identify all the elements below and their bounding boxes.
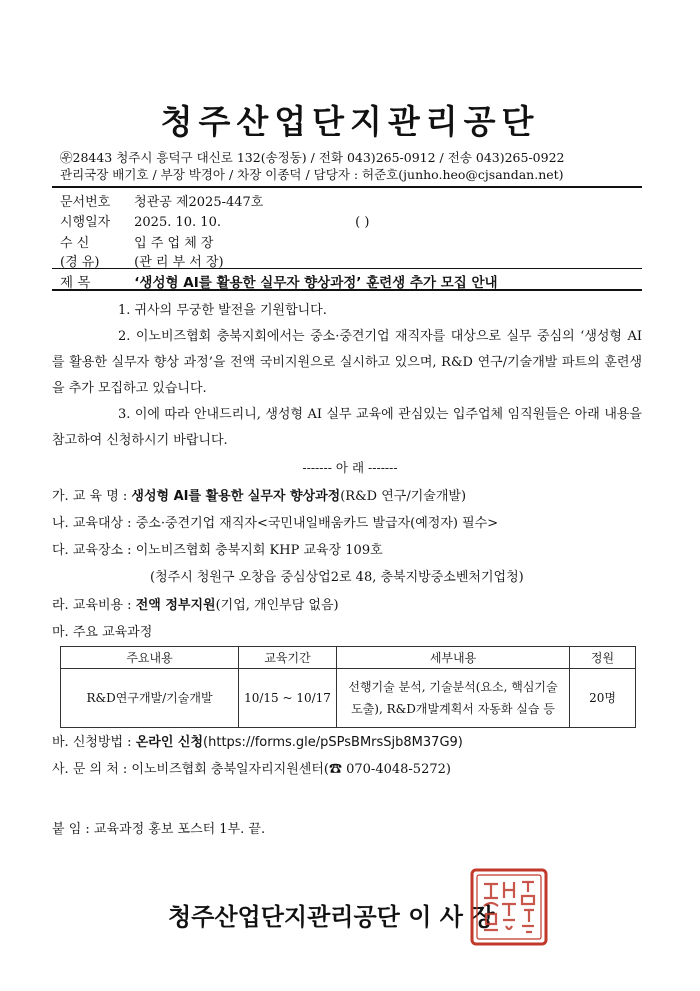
- table-row: [61, 669, 636, 728]
- doc-number-label: 문서번호: [60, 195, 111, 210]
- recipient-label: 수 신: [60, 236, 90, 251]
- contact-line: 관리국장 배기호 / 부장 박경아 / 차장 이종덕 / 담당자 : 허준호(junho.heo@cjsandan.net): [60, 167, 564, 182]
- detail-line: 선행기술 분석, 기술분석(요소, 핵심기술: [348, 680, 558, 694]
- col-header: 세부내용: [337, 647, 570, 669]
- course-name: 생성형 AI를 활용한 실무자 향상과정: [131, 489, 341, 504]
- subject-label: 제 목: [60, 275, 91, 291]
- subject-row: [60, 271, 498, 291]
- signature: 청주산업단지관리공단 이 사 장: [168, 903, 495, 931]
- attachment: 붙 임 : 교육과정 홍보 포스터 1부. 끝.: [52, 822, 266, 837]
- item-apply: [52, 731, 463, 750]
- course-table: [60, 646, 636, 728]
- cell-capacity: 20명: [570, 669, 636, 728]
- doc-number-row: [60, 191, 263, 210]
- date-label: 시행일자: [60, 215, 111, 230]
- item-label: 라. 교육비용 :: [52, 598, 136, 613]
- via: (관 리 부 서 장): [134, 255, 224, 270]
- subject: ‘생성형 AI를 활용한 실무자 향상과정’ 훈련생 추가 모집 안내: [134, 275, 498, 291]
- cell-content: R&D연구개발/기술개발: [61, 669, 239, 728]
- org-title: 청주산업단지관리공단: [160, 102, 540, 141]
- item-label: 가. 교 육 명 :: [52, 489, 132, 504]
- address-line: ㉾28443 청주시 흥덕구 대신로 132(송정동) / 전화 043)265-0912 / 전송 043)265-0922: [60, 150, 565, 165]
- apply-link[interactable]: (https://forms.gle/pSPsBMrsSjb8M37G9): [203, 735, 463, 750]
- divider: [52, 289, 642, 291]
- cost-note: (기업, 개인부담 없음): [215, 598, 339, 613]
- item-cost: [52, 594, 339, 613]
- via-label: (경 유): [60, 255, 100, 270]
- recipient-row: [60, 232, 213, 251]
- paragraph-3: 3. 이에 따라 안내드리니, 생성형 AI 실무 교육에 관심있는 입주업체 임직원들은 아래 내용을 참고하여 신청하시기 바랍니다.: [52, 407, 642, 448]
- address-block: [60, 149, 565, 183]
- col-header: 정원: [570, 647, 636, 669]
- item-label: 바. 신청방법 :: [52, 735, 136, 750]
- recipient: 입 주 업 체 장: [134, 236, 214, 251]
- item-courses: 마. 주요 교육과정: [52, 625, 153, 640]
- below-marker: ------- 아 래 -------: [302, 460, 398, 475]
- date-value: 2025. 10. 10.: [134, 215, 221, 230]
- table-header-row: [61, 647, 636, 669]
- divider: [52, 268, 642, 269]
- item-target: 나. 교육대상 : 중소·중견기업 재직자<국민내일배움카드 발급자(예정자) 필수>: [52, 516, 499, 531]
- paragraph-1: 1. 귀사의 무궁한 발전을 기원합니다.: [118, 303, 327, 318]
- course-part: (R&D 연구/기술개발): [340, 489, 467, 504]
- cost-value: 전액 정부지원: [135, 598, 216, 613]
- date-paren: ( ): [355, 215, 370, 230]
- col-header: 주요내용: [61, 647, 239, 669]
- official-seal-icon: [470, 868, 548, 946]
- item-contact: 사. 문 의 처 : 이노비즈협회 충북일자리지원센터(☎ 070-4048-5272): [52, 762, 451, 777]
- date-row: [60, 211, 369, 230]
- cell-detail: [337, 669, 570, 728]
- doc-number: 청관공 제2025-447호: [134, 195, 264, 210]
- col-header: 교육기간: [239, 647, 337, 669]
- item-location: 다. 교육장소 : 이노비즈협회 충북지회 KHP 교육장 109호: [52, 543, 383, 558]
- apply-method: 온라인 신청: [135, 735, 204, 750]
- item-location-address: (청주시 청원구 오창읍 중심상업2로 48, 충북지방중소벤처기업청): [150, 570, 524, 585]
- divider: [52, 186, 642, 188]
- item-course-name: [52, 485, 466, 504]
- cell-period: 10/15 ~ 10/17: [239, 669, 337, 728]
- body-text: [52, 298, 642, 454]
- detail-line: 도출), R&D개발계획서 자동화 실습 등: [351, 702, 555, 716]
- paragraph-2: 2. 이노비즈협회 충북지회에서는 중소·중견기업 재직자를 대상으로 실무 중심의 ‘생성형 AI를 활용한 실무자 향상 과정’을 전액 국비지원으로 실시하고 있으며, R&D 연구/기술개발 파트의 훈련생을 추가 모집하고 있습니다.: [52, 329, 642, 396]
